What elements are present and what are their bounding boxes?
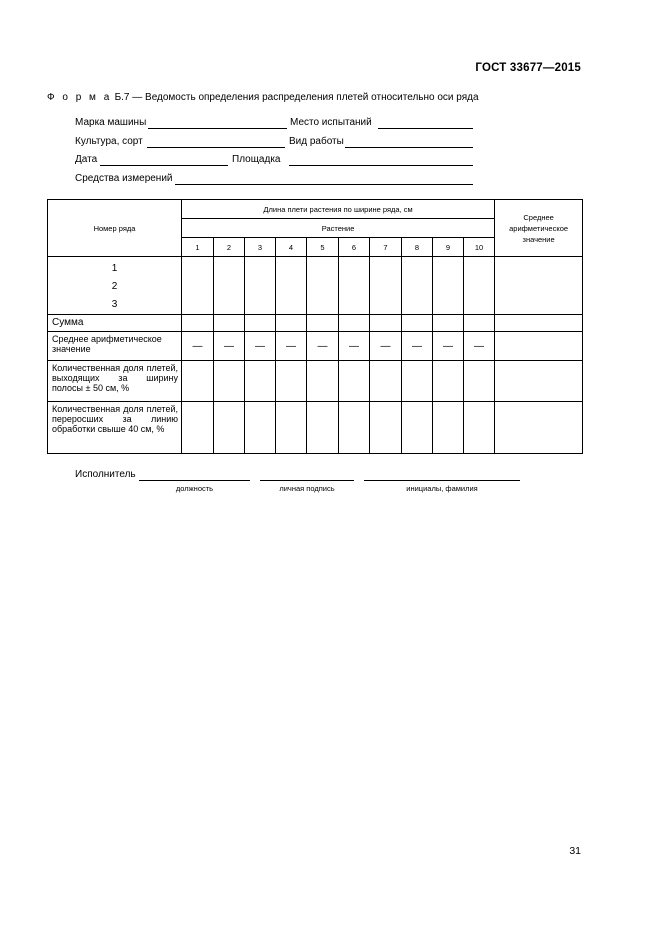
data-cell[interactable] bbox=[495, 402, 583, 454]
data-cell[interactable] bbox=[245, 402, 276, 454]
plant-number: 6 bbox=[339, 238, 370, 257]
share-out-label: Количественная доля плетей, выходящих за ширину полосы ± 50 см, % bbox=[48, 361, 182, 402]
share-over-label: Количественная доля плетей, переросших за линию обработки свыше 40 см, % bbox=[48, 402, 182, 454]
data-cell[interactable] bbox=[339, 315, 370, 332]
data-cell[interactable] bbox=[339, 257, 370, 315]
data-cell[interactable] bbox=[245, 257, 276, 315]
machine-brand-label: Марка машины bbox=[75, 117, 147, 128]
data-cell[interactable] bbox=[370, 315, 402, 332]
data-cell[interactable] bbox=[307, 361, 339, 402]
plant-number: 9 bbox=[433, 238, 464, 257]
plant-number: 8 bbox=[402, 238, 433, 257]
plant-number: 2 bbox=[214, 238, 245, 257]
dash-cell: — bbox=[214, 332, 245, 361]
personal-signature-field[interactable] bbox=[260, 480, 354, 482]
data-cell[interactable] bbox=[339, 361, 370, 402]
page-number: 31 bbox=[569, 845, 581, 857]
data-cell[interactable] bbox=[495, 332, 583, 361]
plant-number: 5 bbox=[307, 238, 339, 257]
data-cell[interactable] bbox=[276, 402, 307, 454]
data-cell[interactable] bbox=[495, 361, 583, 402]
data-cell[interactable] bbox=[464, 315, 495, 332]
dash-cell: — bbox=[245, 332, 276, 361]
work-type-field[interactable] bbox=[345, 136, 473, 148]
executor-label: Исполнитель bbox=[75, 469, 136, 480]
form-title bbox=[47, 92, 479, 103]
data-cell[interactable] bbox=[495, 257, 583, 315]
data-cell[interactable] bbox=[214, 315, 245, 332]
initials-field[interactable] bbox=[364, 480, 520, 482]
form-number: Б.7 bbox=[114, 92, 130, 103]
position-caption: должность bbox=[175, 484, 214, 493]
plant-header: Растение bbox=[182, 219, 495, 238]
data-cell[interactable] bbox=[402, 315, 433, 332]
sum-label: Сумма bbox=[48, 315, 182, 332]
plant-number: 7 bbox=[370, 238, 402, 257]
data-cell[interactable] bbox=[495, 315, 583, 332]
position-field[interactable] bbox=[139, 480, 250, 482]
data-cell[interactable] bbox=[307, 257, 339, 315]
table-row-sum bbox=[48, 315, 583, 332]
data-cell[interactable] bbox=[339, 402, 370, 454]
dash-cell: — bbox=[370, 332, 402, 361]
date-label: Дата bbox=[75, 154, 98, 165]
average-header: Среднее арифметическое значение bbox=[495, 200, 583, 257]
field-row-1 bbox=[75, 117, 475, 131]
dash-cell: — bbox=[339, 332, 370, 361]
data-cell[interactable] bbox=[182, 257, 214, 315]
data-cell[interactable] bbox=[370, 257, 402, 315]
data-cell[interactable] bbox=[433, 361, 464, 402]
dash-cell: — bbox=[307, 332, 339, 361]
crop-variety-field[interactable] bbox=[147, 136, 285, 148]
row-number: 3 bbox=[111, 299, 118, 310]
data-cell[interactable] bbox=[214, 361, 245, 402]
field-row-4 bbox=[75, 173, 475, 187]
distribution-table bbox=[47, 199, 583, 454]
data-cell[interactable] bbox=[464, 402, 495, 454]
plot-label: Площадка bbox=[232, 154, 281, 165]
test-site-label: Место испытаний bbox=[290, 117, 372, 128]
form-prefix: Ф о р м а bbox=[47, 92, 112, 103]
row-numbers-cell bbox=[48, 257, 182, 315]
plant-number: 3 bbox=[245, 238, 276, 257]
data-cell[interactable] bbox=[276, 361, 307, 402]
plant-number: 4 bbox=[276, 238, 307, 257]
data-cell[interactable] bbox=[433, 257, 464, 315]
dash-cell: — bbox=[182, 332, 214, 361]
personal-signature-caption: личная подпись bbox=[279, 484, 335, 493]
data-cell[interactable] bbox=[214, 257, 245, 315]
machine-brand-field[interactable] bbox=[148, 117, 287, 129]
table-row-share-over bbox=[48, 402, 583, 454]
crop-variety-label: Культура, сорт bbox=[75, 136, 143, 147]
field-row-2 bbox=[75, 136, 475, 150]
data-cell[interactable] bbox=[307, 315, 339, 332]
data-cell[interactable] bbox=[433, 402, 464, 454]
data-cell[interactable] bbox=[182, 361, 214, 402]
field-row-3 bbox=[75, 154, 475, 168]
data-cell[interactable] bbox=[370, 361, 402, 402]
data-cell[interactable] bbox=[276, 257, 307, 315]
plot-field[interactable] bbox=[289, 154, 473, 166]
date-field[interactable] bbox=[100, 154, 228, 166]
data-cell[interactable] bbox=[214, 402, 245, 454]
dash-cell: — bbox=[402, 332, 433, 361]
table-row-rows bbox=[48, 257, 583, 315]
data-cell[interactable] bbox=[402, 361, 433, 402]
test-site-field[interactable] bbox=[378, 117, 473, 129]
data-cell[interactable] bbox=[182, 402, 214, 454]
row-number: 1 bbox=[111, 263, 118, 274]
plant-number: 10 bbox=[464, 238, 495, 257]
data-cell[interactable] bbox=[245, 361, 276, 402]
data-cell[interactable] bbox=[464, 257, 495, 315]
form-title-text: — Ведомость определения распределения плетей относительно оси ряда bbox=[132, 92, 479, 103]
work-type-label: Вид работы bbox=[289, 136, 344, 147]
dash-cell: — bbox=[433, 332, 464, 361]
data-cell[interactable] bbox=[245, 315, 276, 332]
data-cell[interactable] bbox=[464, 361, 495, 402]
data-cell[interactable] bbox=[402, 402, 433, 454]
data-cell[interactable] bbox=[370, 402, 402, 454]
row-number-header: Номер ряда bbox=[48, 200, 182, 257]
instruments-label: Средства измерений bbox=[75, 173, 173, 184]
dash-cell: — bbox=[464, 332, 495, 361]
document-standard: ГОСТ 33677—2015 bbox=[475, 62, 581, 74]
instruments-field[interactable] bbox=[175, 173, 473, 185]
length-header: Длина плети растения по ширине ряда, см bbox=[182, 200, 495, 219]
average-label: Среднее арифметическое значение bbox=[48, 332, 182, 361]
initials-caption: инициалы, фамилия bbox=[406, 484, 478, 493]
table-row-share-out bbox=[48, 361, 583, 402]
data-cell[interactable] bbox=[276, 315, 307, 332]
data-cell[interactable] bbox=[402, 257, 433, 315]
plant-number: 1 bbox=[182, 238, 214, 257]
data-cell[interactable] bbox=[307, 402, 339, 454]
data-cell[interactable] bbox=[433, 315, 464, 332]
dash-cell: — bbox=[276, 332, 307, 361]
row-number: 2 bbox=[111, 281, 118, 292]
data-cell[interactable] bbox=[182, 315, 214, 332]
table-row-average bbox=[48, 332, 583, 361]
